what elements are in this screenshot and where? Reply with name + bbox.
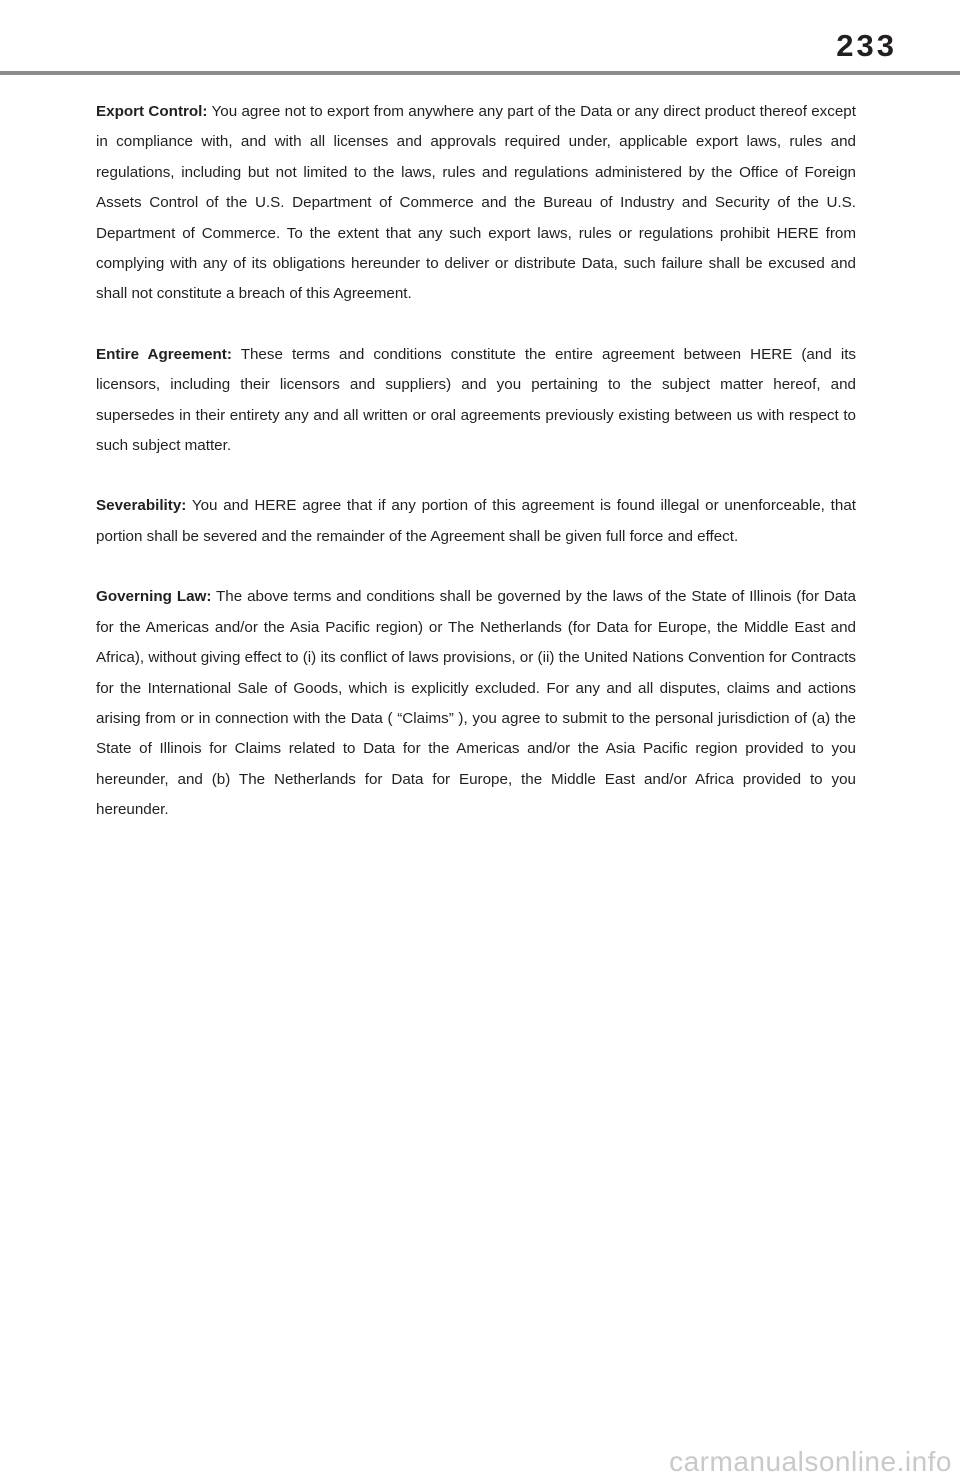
section-heading: Governing Law: (96, 588, 212, 606)
section-text: You agree not to export from anywhere any part of the Data or any direct product thereof except in compliance with, and with all licenses and approvals required under, applicable export laws, rules and regulations, including but not limited to the laws, rules and regulations administered by the Office of Foreign Assets Control of the U.S. Department of Commerce and the Bureau of Industry and Security of the U.S. Department of Commerce. To the extent that any such export laws, rules or regulations prohibit HERE from complying with any of its obligations hereunder to deliver or distribute Data, such failure shall be excused and shall not constitute a breach of this Agreement. (96, 103, 856, 303)
section-text: The above terms and conditions shall be governed by the laws of the State of Illinois (for Data for the Americas and/or the Asia Pacific region) or The Netherlands (for Data for Europe, the Middle East and Africa), without giving effect to (i) its conflict of laws provisions, or (ii) the United Nations Convention for Contracts for the International Sale of Goods, which is explicitly excluded. For any and all disputes, claims and actions arising from or in connection with the Data ( “Claims” ), you agree to submit to the personal jurisdiction of (a) the State of Illinois for Claims related to Data for the Americas and/or the Asia Pacific region provided to you hereunder, and (b) The Netherlands for Data for Europe, the Middle East and/or Africa provided to you hereunder. (96, 588, 857, 819)
section-heading: Entire Agreement: (96, 345, 232, 363)
section-severability (96, 491, 856, 552)
section-export-control (96, 97, 856, 310)
section-governing-law (96, 582, 856, 825)
section-heading: Export Control: (96, 103, 208, 120)
header-divider (0, 71, 960, 75)
section-entire-agreement (96, 340, 856, 462)
document-body (96, 97, 856, 856)
watermark: carmanualsonline.info (669, 1446, 952, 1477)
section-text: These terms and conditions constitute the entire agreement between HERE (and its licensors, including their licensors and suppliers) and you pertaining to the subject matter hereof, and supersedes in their entirety any and all written or oral agreements previously existing between us with respect to such subject matter. (96, 345, 857, 455)
section-heading: Severability: (96, 497, 187, 515)
section-text: You and HERE agree that if any portion of this agreement is found illegal or unenforceable, that portion shall be severed and the remainder of the Agreement shall be given full force and effect. (96, 497, 856, 545)
page-number: 233 (836, 28, 897, 63)
